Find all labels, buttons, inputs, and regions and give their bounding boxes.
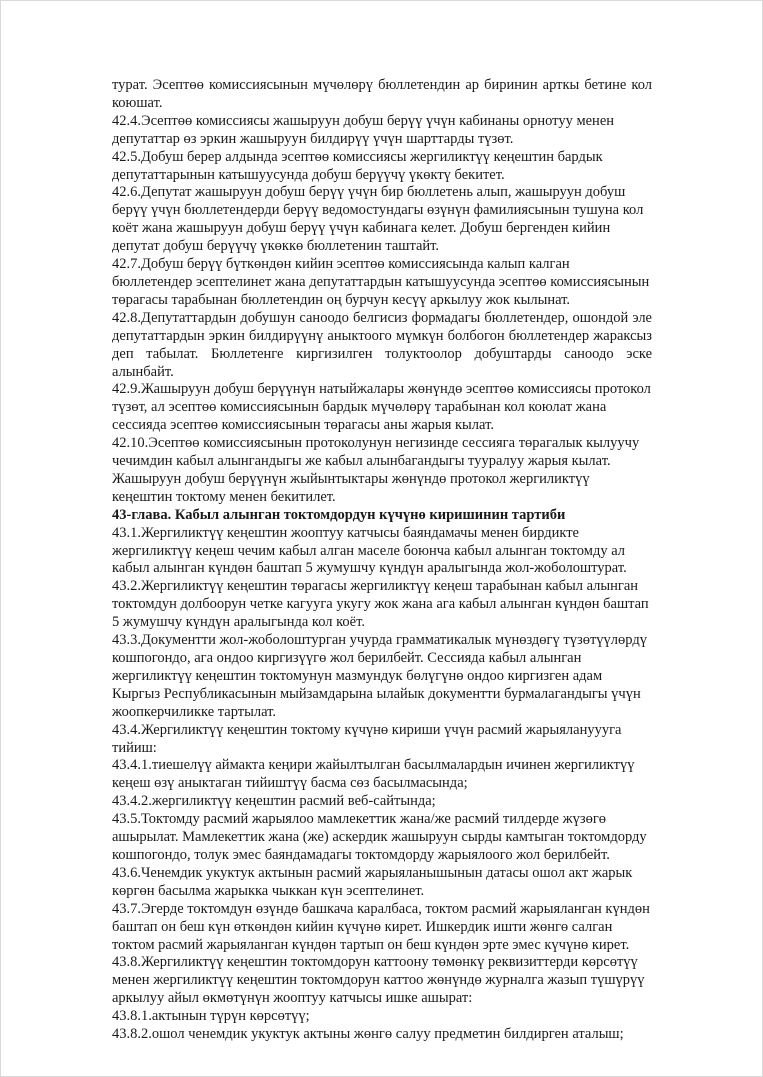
paragraph-43-4: 43.4.Жергиликтүү кеңештин токтому күчүнө кириши үчүн расмий жарыялануууга тийиш: — [112, 721, 622, 756]
paragraph-42-4: 42.4.Эсептөө комиссиясы жашыруун добуш берүү үчүн кабинаны орнотуу менен депутаттар өз эркин жашыруун билдирүү үчүн шарттарды түзөт. — [112, 112, 615, 147]
paragraph-43-6: 43.6.Ченемдик укуктук актынын расмий жарыяланышынын датасы ошол акт жарык көргөн басылма жарыкка чыккан күн эсептелинет. — [112, 864, 633, 899]
paragraph-43-4-1: 43.4.1.тиешелүү аймакта кеңири жайылтылган басылмалардын ичинен жергиликтүү кеңеш өзү аныктаган тийиштүү басма сөз басылмасында; — [112, 757, 635, 792]
paragraph-43-1: 43.1.Жергиликтүү кеңештин жооптуу катчысы баяндамачы менен бирдикте жергиликтүү кеңеш чечим кабыл алган маселе боюнча кабыл алынган токтомду ал кабыл алынган күндөн баштап 5 жумушчу күндүн аралыгында жол-жоболоштурат. — [112, 524, 627, 577]
paragraph-42-5: 42.5.Добуш берер алдында эсептөө комиссиясы жергиликтүү кеңештин бардык депутаттарынын катышуусунда добуш берүүчү үкөктү бекитет. — [112, 148, 603, 183]
paragraph-43-3: 43.3.Документти жол-жоболоштурган учурда грамматикалык мүнөздөгү түзөтүүлөрдү кошпогондо, ага ондоо киргизүүгө жол берилбейт. Сессияда кабыл алынган жергиликтүү кеңештин токтомунун мазмундук бөлүгүнө ондоо киргизген адам Кыргыз Республикасынын мыйзамдарына ылайык документти бурмалагандыгы үчүн жоопкерчиликке тартылат. — [112, 632, 647, 720]
paragraph-42-6: 42.6.Депутат жашыруун добуш берүү үчүн бир бюллетень алып, жашыруун добуш берүү үчүн бюллетендерди берүү ведомостундагы өзүнүн фамилиясынын тушуна кол коёт жана жашыруун добуш берүү үчүн кабинага келет. Добуш бергенден кийин депутат добуш берүүчү үкөккө бюллетенин таштайт. — [112, 184, 644, 255]
document-body — [112, 77, 652, 1044]
paragraph-43-8: 43.8.Жергиликтүү кеңештин токтомдорун каттоону төмөнкү реквизиттерди көрсөтүү менен жергиликтүү кеңештин токтомдорун каттоо жөнүндө журналга жазып түшүрүү аркылуу айыл өкмөтүнүн жооптуу катчысы ишке ашырат: — [112, 954, 645, 1007]
paragraph-43-2: 43.2.Жергиликтүү кеңештин төрагасы жергиликтүү кеңеш тарабынан кабыл алынган токтомдун долбоорун четке кагууга укугу жок жана ага кабыл алынган күндөн баштап 5 жумушчу күндүн аралыгында кол коёт. — [112, 578, 649, 631]
paragraph-42-10: 42.10.Эсептөө комиссиясынын протоколунун негизинде сессияга төрагалык кылуучу чечимдин кабыл алынгандыгы же кабыл алынбагандыгы тууралуу жарыя кылат. Жашыруун добуш берүүнүн жыйынтыктары жөнүндө протокол жергиликтүү кеңештин токтому менен бекитилет. — [112, 435, 640, 505]
paragraph-43-8-2: 43.8.2.ошол ченемдик укуктук актыны жөнгө салуу предметин билдирген аталыш; — [112, 1026, 624, 1043]
paragraph-43-8-1: 43.8.1.актынын түрүн көрсөтүү; — [112, 1008, 310, 1025]
paragraph-43-7: 43.7.Эгерде токтомдун өзүндө башкача каралбаса, токтом расмий жарыяланган күндөн баштап он беш күн өткөндөн кийин күчүнө кирет. Ишкердик ишти жөнгө салган токтом расмий жарыяланган күндөн тартып он беш күндөн эрте эмес күчүнө кирет. — [112, 900, 650, 953]
chapter-43-heading: 43-глава. Кабыл алынган токтомдордун күчүнө киришинин тартиби — [112, 506, 566, 523]
paragraph-42-3-end: турат. Эсептөө комиссиясынын мүчөлөрү бюллетендин ар биринин арткы бетине кол коюшат. — [112, 77, 652, 111]
paragraph-43-5: 43.5.Токтомду расмий жарыялоо мамлекеттик жана/же расмий тилдерде жүзөгө ашырылат. Мамлекеттик жана (же) аскердик жашыруун сырды камтыган токтомдорду кошпогондо, толук эмес баяндамадагы токтомдорду жарыялоого жол берилбейт. — [112, 811, 647, 863]
paragraph-42-8: 42.8.Депутаттардын добушун саноодо белгисиз формадагы бюллетендер, ошондой эле депутаттардын эркин билдирүүнү аныктоого мүмкүн болбогон бюллетендер жараксыз деп табылат. Бюллетенге киргизилген толуктоолор добуштарды саноодо эске алынбайт. — [112, 309, 652, 380]
paragraph-43-4-2: 43.4.2.жергиликтүү кеңештин расмий веб-сайтында; — [112, 793, 436, 810]
paragraph-42-7: 42.7.Добуш берүү бүткөндөн кийин эсептөө комиссиясында калып калган бюллетендер эсептелинет жана депутаттардын катышуусунда эсептөө комиссиясынын төрагасы тарабынан бюллетендин оң бурчун кесүү аркылуу жок кылынат. — [112, 256, 650, 308]
paragraph-42-9: 42.9.Жашыруун добуш берүүнүн натыйжалары жөнүндө эсептөө комиссиясы протокол түзөт, ал эсептөө комиссиясынын бардык мүчөлөрү тарабынан кол коюлат жана сессияда эсептөө комиссиясынын төрагасы аны жарыя кылат. — [112, 381, 651, 434]
